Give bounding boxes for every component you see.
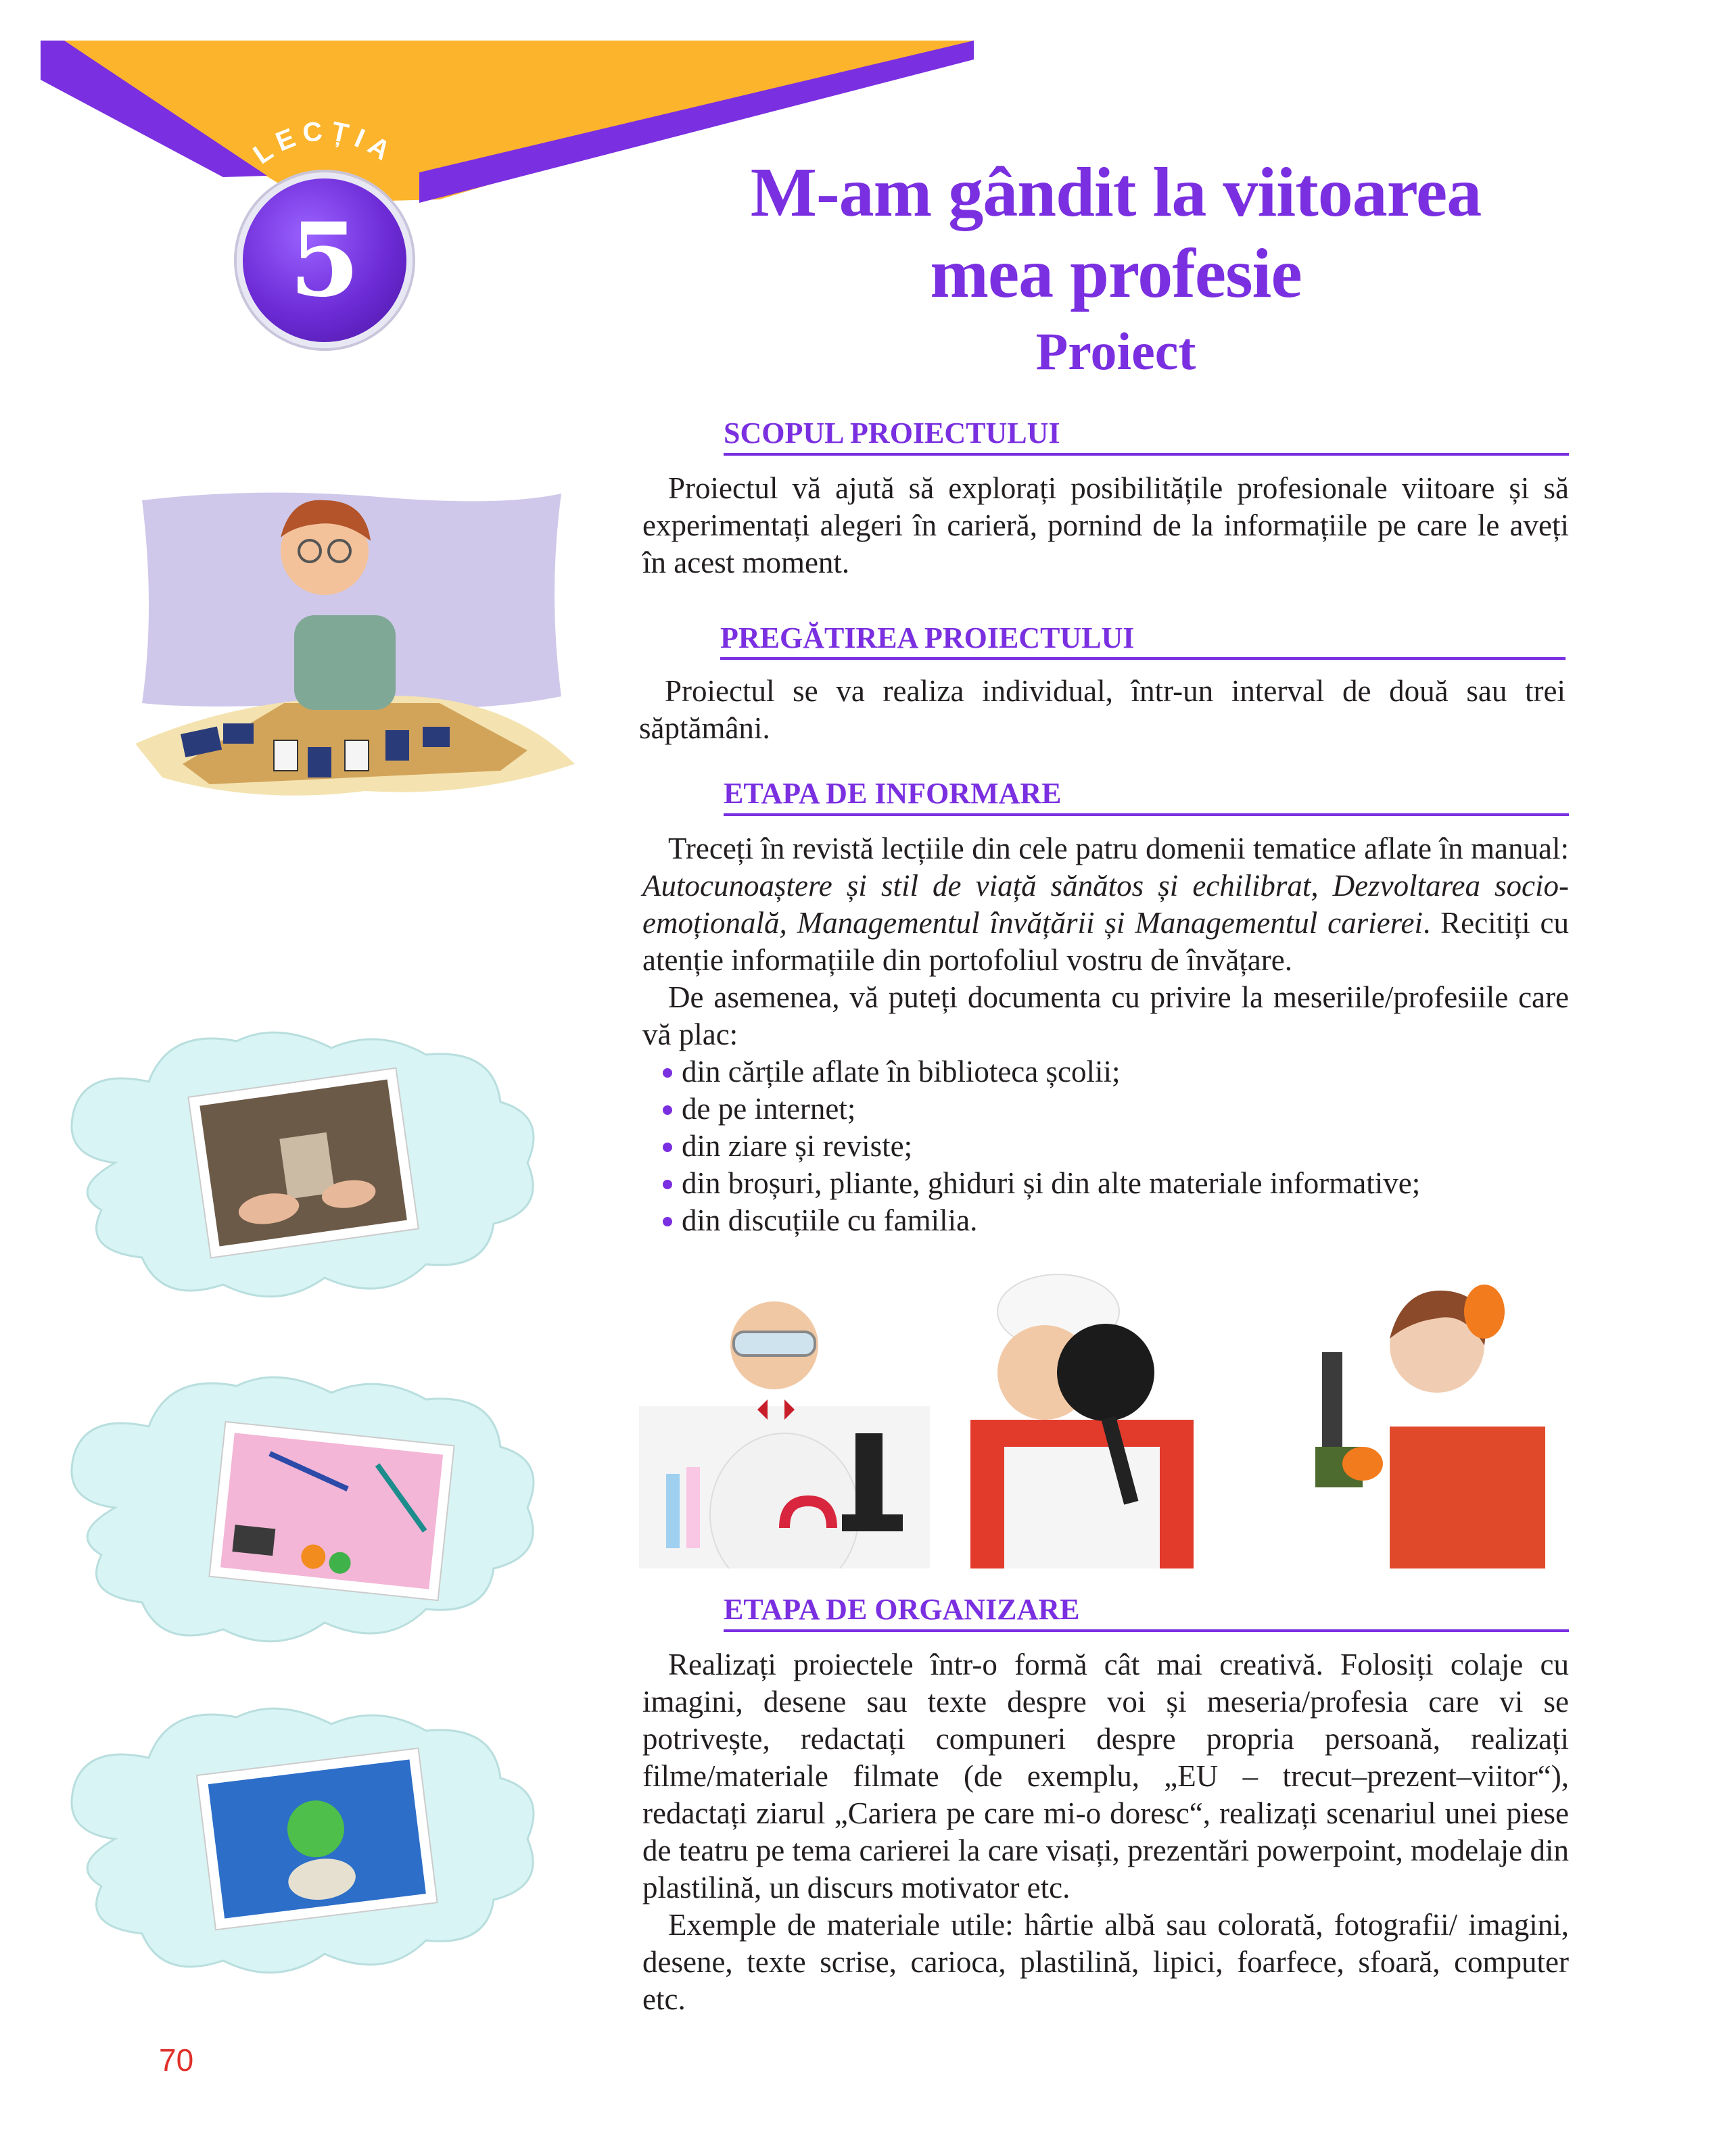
section-heading-pregatire: PREGĂTIREA PROIECTULUI bbox=[720, 621, 1135, 654]
section-text-informare bbox=[642, 830, 1569, 979]
section-rule-informare bbox=[724, 813, 1569, 816]
informare-p1-start: Treceți în revistă lecțiile din cele patru domenii tematice aflate în manual: bbox=[668, 832, 1569, 865]
informare-p1-end: . Recitiți cu atenție informațiile din portofoliul vostru de învățare. bbox=[642, 906, 1569, 977]
cloud-photo-art-supplies bbox=[61, 1366, 548, 1656]
test-tube-icon bbox=[666, 1474, 680, 1548]
lesson-badge bbox=[237, 172, 413, 348]
boy-cards-illustration bbox=[122, 473, 582, 811]
cloud-photo-plasticine bbox=[61, 1697, 548, 1988]
boy-shirt bbox=[294, 615, 396, 710]
page-subtitle: Proiect bbox=[1035, 322, 1196, 381]
microscope-icon bbox=[855, 1433, 883, 1521]
professions-photo-strip bbox=[639, 1271, 1626, 1568]
informare-p2: De asemenea, vă puteți documenta cu privire la meseriile/profesiile care vă plac: bbox=[642, 980, 1569, 1051]
section-heading-informare: ETAPA DE INFORMARE bbox=[724, 777, 1062, 810]
lesson-label-arc bbox=[243, 105, 406, 172]
orange-shirt-icon bbox=[1390, 1427, 1545, 1568]
section-rule-pregatire bbox=[720, 657, 1566, 660]
drill-icon bbox=[1322, 1352, 1342, 1460]
goggles-icon bbox=[734, 1332, 815, 1356]
cloud-photo-old-pictures bbox=[61, 1028, 548, 1312]
list-item: din discuțiile cu familia. bbox=[642, 1202, 1569, 1239]
frying-pan-icon bbox=[1057, 1324, 1154, 1421]
organizare-p2: Exemple de materiale utile: hârtie albă sau colorată, fotografii/ imagini, desene, texte scrise, carioca, plastilină, lipici, foarfece, sfoară, computer etc. bbox=[642, 1908, 1569, 2016]
child-scientist-image bbox=[639, 1301, 930, 1568]
section-rule-scop bbox=[724, 453, 1569, 456]
organizare-p1: Realizați proiectele într-o formă cât mai creativă. Folosiți colaje cu imagini, desene sau texte despre voi și meseria/profesia care vi se potrivește, redactați compuneri despre propria persoană, realizați filme/materiale filmate (de exemplu, „EU – trecut–prezent–viitor“), redactați ziarul „Cariera pe care mi-o doresc“, realizați scenariul unei piese de teatru pe tema carierei la care visați, prezentări powerpoint, modelaje din plastilină, un discurs motivator etc. bbox=[642, 1648, 1569, 1905]
list-item: din cărțile aflate în biblioteca școlii; bbox=[642, 1053, 1569, 1091]
title-line-2: mea profesie bbox=[930, 235, 1302, 312]
child-chef-image bbox=[970, 1274, 1194, 1568]
informare-bullet-list bbox=[642, 1053, 1569, 1239]
pregatire-text: Proiectul se va realiza individual, într-un interval de două sau trei săptămâni. bbox=[639, 674, 1566, 745]
page-number: 70 bbox=[159, 2042, 194, 2078]
lesson-number: 5 bbox=[289, 201, 360, 320]
svg-text:LECȚIA bbox=[248, 116, 401, 170]
scop-text: Proiectul vă ajută să explorați posibilitățile profesionale viitoare și să experimentați alegeri în carieră, pornind de la informațiile pe care le aveți în acest moment. bbox=[642, 471, 1569, 579]
section-heading-scop: SCOPUL PROIECTULUI bbox=[724, 416, 1060, 450]
section-text-organizare bbox=[642, 1646, 1569, 1907]
informare-domains-italic: Autocunoaștere și stil de viață sănătos și echilibrat, Dezvoltarea socio-emoțională, Managementul învățării și Managementul carierei bbox=[642, 869, 1569, 940]
list-item: din ziare și reviste; bbox=[642, 1128, 1569, 1165]
section-text-scop bbox=[642, 470, 1569, 581]
section-text-organizare-2 bbox=[642, 1907, 1569, 2018]
section-text-informare-2 bbox=[642, 979, 1569, 1053]
woman-drill-image bbox=[1315, 1285, 1545, 1568]
glove-icon bbox=[1464, 1285, 1505, 1339]
section-rule-organizare bbox=[724, 1629, 1569, 1632]
lesson-label: LECȚIA bbox=[248, 116, 401, 170]
list-item: din broșuri, pliante, ghiduri și din alte materiale informative; bbox=[642, 1165, 1569, 1202]
section-text-pregatire bbox=[639, 673, 1566, 747]
page-title bbox=[609, 152, 1623, 314]
section-heading-organizare: ETAPA DE ORGANIZARE bbox=[724, 1593, 1080, 1626]
list-item: de pe internet; bbox=[642, 1091, 1569, 1128]
title-line-1: M-am gândit la viitoarea bbox=[750, 153, 1482, 231]
